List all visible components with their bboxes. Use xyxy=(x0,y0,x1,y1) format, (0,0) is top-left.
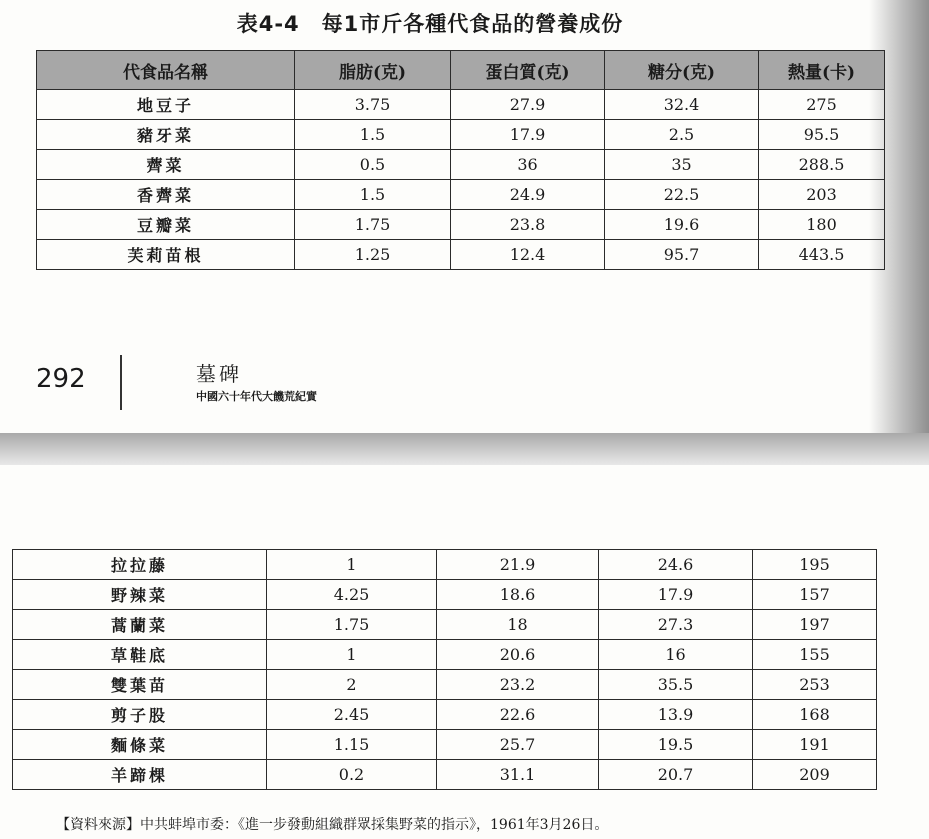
value-cell: 443.5 xyxy=(759,240,885,270)
value-cell: 191 xyxy=(753,730,877,760)
food-name-cell: 草鞋底 xyxy=(13,640,267,670)
table-row xyxy=(13,640,877,670)
value-cell: 197 xyxy=(753,610,877,640)
value-cell: 1.75 xyxy=(267,610,437,640)
table-row xyxy=(37,150,885,180)
table-row xyxy=(37,180,885,210)
food-name-cell: 地豆子 xyxy=(37,90,295,120)
value-cell: 288.5 xyxy=(759,150,885,180)
table-row xyxy=(37,90,885,120)
table-row xyxy=(13,610,877,640)
value-cell: 95.7 xyxy=(605,240,759,270)
value-cell: 17.9 xyxy=(451,120,605,150)
table-row xyxy=(13,580,877,610)
value-cell: 1.25 xyxy=(295,240,451,270)
value-cell: 20.6 xyxy=(437,640,599,670)
value-cell: 95.5 xyxy=(759,120,885,150)
value-cell: 27.3 xyxy=(599,610,753,640)
value-cell: 31.1 xyxy=(437,760,599,790)
food-name-cell: 香薺菜 xyxy=(37,180,295,210)
value-cell: 2 xyxy=(267,670,437,700)
value-cell: 1.15 xyxy=(267,730,437,760)
table-row xyxy=(37,240,885,270)
value-cell: 168 xyxy=(753,700,877,730)
value-cell: 1 xyxy=(267,640,437,670)
value-cell: 25.7 xyxy=(437,730,599,760)
value-cell: 12.4 xyxy=(451,240,605,270)
value-cell: 0.2 xyxy=(267,760,437,790)
value-cell: 35 xyxy=(605,150,759,180)
value-cell: 155 xyxy=(753,640,877,670)
header-sugar: 糖分(克) xyxy=(605,51,759,90)
value-cell: 1.5 xyxy=(295,180,451,210)
table-row xyxy=(13,730,877,760)
table-row xyxy=(37,210,885,240)
header-calories: 熱量(卡) xyxy=(759,51,885,90)
food-name-cell: 剪子股 xyxy=(13,700,267,730)
value-cell: 2.5 xyxy=(605,120,759,150)
value-cell: 19.5 xyxy=(599,730,753,760)
food-name-cell: 薺菜 xyxy=(37,150,295,180)
header-protein: 蛋白質(克) xyxy=(451,51,605,90)
food-name-cell: 雙葉苗 xyxy=(13,670,267,700)
value-cell: 22.6 xyxy=(437,700,599,730)
value-cell: 24.6 xyxy=(599,550,753,580)
value-cell: 275 xyxy=(759,90,885,120)
value-cell: 21.9 xyxy=(437,550,599,580)
value-cell: 27.9 xyxy=(451,90,605,120)
food-name-cell: 拉拉藤 xyxy=(13,550,267,580)
value-cell: 32.4 xyxy=(605,90,759,120)
food-name-cell: 野辣菜 xyxy=(13,580,267,610)
table-header-row xyxy=(37,51,885,90)
book-subtitle: 中國六十年代大饑荒紀實 xyxy=(196,390,317,403)
header-fat: 脂肪(克) xyxy=(295,51,451,90)
table-row xyxy=(13,700,877,730)
value-cell: 35.5 xyxy=(599,670,753,700)
food-name-cell: 豆瓣菜 xyxy=(37,210,295,240)
value-cell: 195 xyxy=(753,550,877,580)
food-name-cell: 芙莉苗根 xyxy=(37,240,295,270)
value-cell: 23.2 xyxy=(437,670,599,700)
food-name-cell: 蒿蘭菜 xyxy=(13,610,267,640)
nutrition-table-part-1 xyxy=(36,50,885,270)
footer-divider xyxy=(120,355,122,410)
value-cell: 16 xyxy=(599,640,753,670)
table-row xyxy=(13,760,877,790)
value-cell: 157 xyxy=(753,580,877,610)
value-cell: 2.45 xyxy=(267,700,437,730)
value-cell: 1 xyxy=(267,550,437,580)
value-cell: 18 xyxy=(437,610,599,640)
book-title: 墓碑 xyxy=(196,362,242,386)
food-name-cell: 羊蹄棵 xyxy=(13,760,267,790)
value-cell: 36 xyxy=(451,150,605,180)
value-cell: 13.9 xyxy=(599,700,753,730)
value-cell: 203 xyxy=(759,180,885,210)
value-cell: 209 xyxy=(753,760,877,790)
value-cell: 19.6 xyxy=(605,210,759,240)
value-cell: 0.5 xyxy=(295,150,451,180)
value-cell: 1.75 xyxy=(295,210,451,240)
food-name-cell: 豬牙菜 xyxy=(37,120,295,150)
table-title: 表4-4 每1市斤各種代食品的營養成份 xyxy=(236,12,624,36)
value-cell: 180 xyxy=(759,210,885,240)
source-note: 【資料來源】中共蚌埠市委：《進一步發動組織群眾採集野菜的指示》，1961年3月26日。 xyxy=(56,817,609,833)
value-cell: 20.7 xyxy=(599,760,753,790)
page-number: 292 xyxy=(36,364,86,394)
value-cell: 17.9 xyxy=(599,580,753,610)
value-cell: 23.8 xyxy=(451,210,605,240)
table-row xyxy=(13,670,877,700)
table-row xyxy=(13,550,877,580)
nutrition-table-part-2 xyxy=(12,549,877,790)
value-cell: 4.25 xyxy=(267,580,437,610)
page-gap xyxy=(0,433,929,465)
value-cell: 1.5 xyxy=(295,120,451,150)
food-name-cell: 麵條菜 xyxy=(13,730,267,760)
value-cell: 18.6 xyxy=(437,580,599,610)
value-cell: 3.75 xyxy=(295,90,451,120)
value-cell: 22.5 xyxy=(605,180,759,210)
value-cell: 24.9 xyxy=(451,180,605,210)
table-row xyxy=(37,120,885,150)
header-food-name: 代食品名稱 xyxy=(37,51,295,90)
value-cell: 253 xyxy=(753,670,877,700)
